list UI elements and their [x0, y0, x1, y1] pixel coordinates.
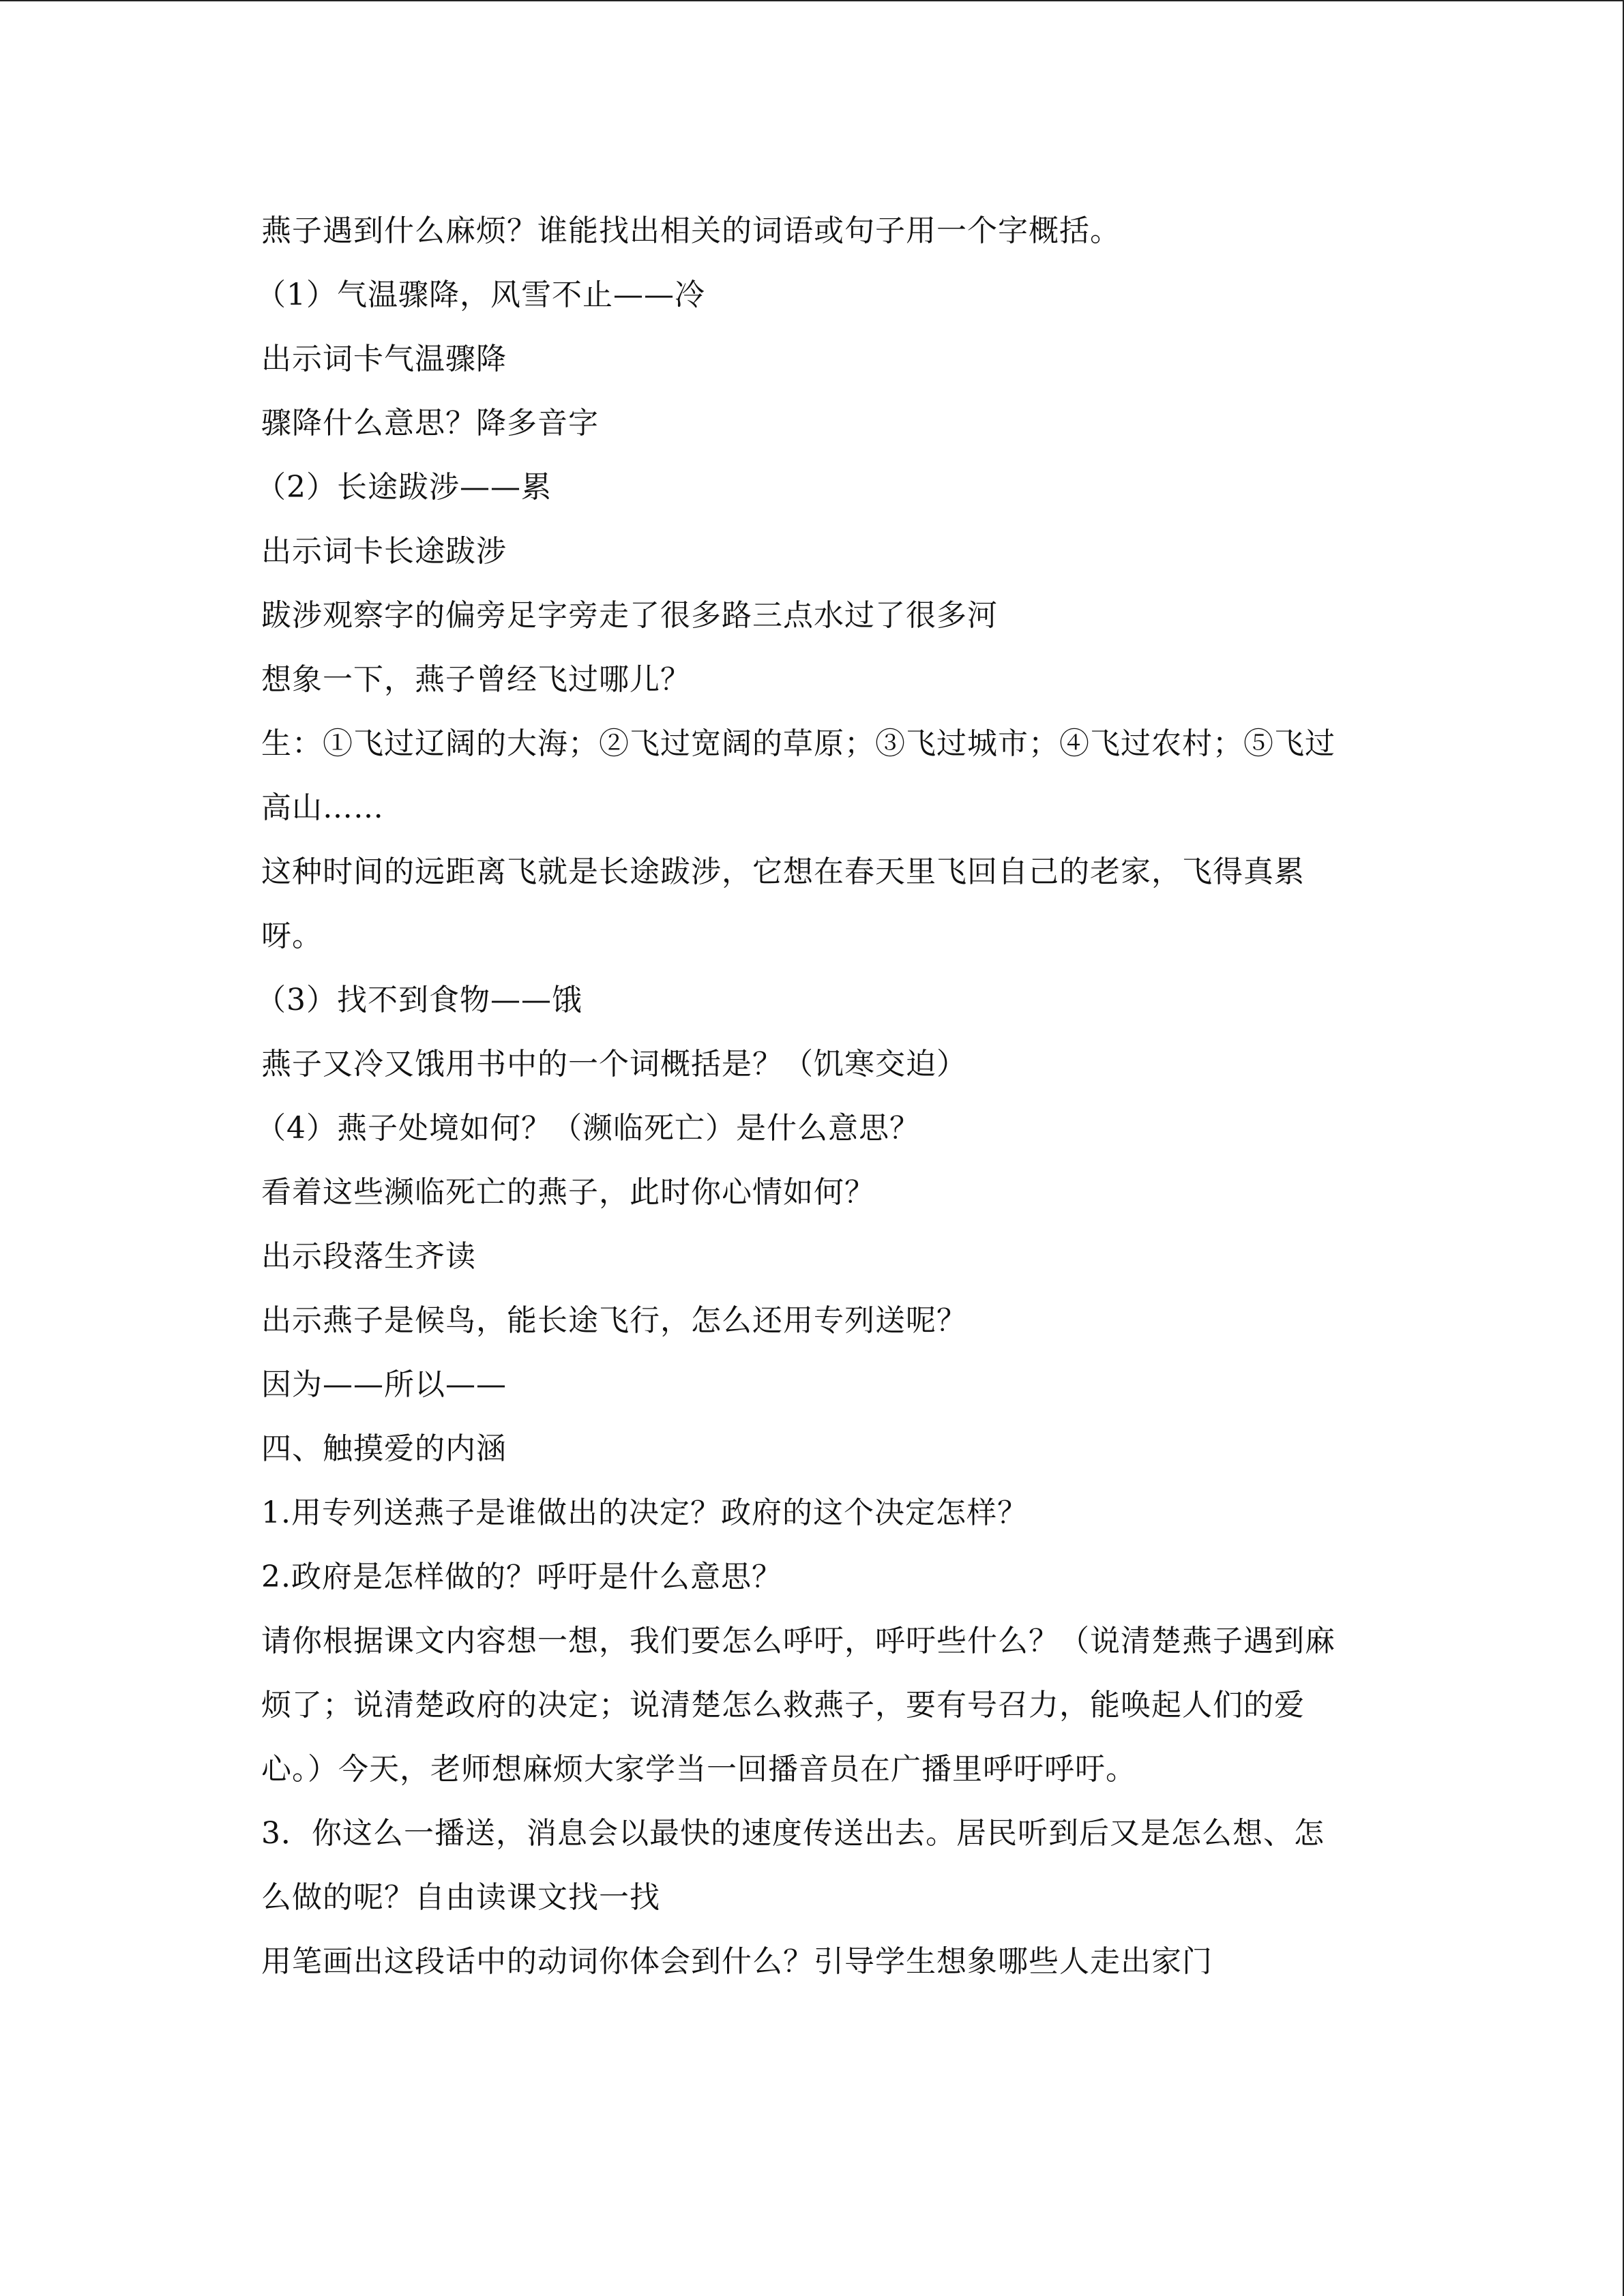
paragraph-question-trouble: 燕子遇到什么麻烦？谁能找出相关的词语或句子用一个字概括。	[261, 213, 1121, 248]
paragraph-item-3: 3．你这么一播送，消息会以最快的速度传送出去。居民听到后又是怎么想、怎么做的呢？自由读课文找一找	[261, 1816, 1325, 1915]
paragraph-point-3-hungry: （3）找不到食物——饿	[256, 983, 582, 1017]
paragraph-point-1-cold: （1）气温骤降，风雪不止——冷	[256, 278, 705, 312]
paragraph-item-2: 2.政府是怎样做的？呼吁是什么意思？	[261, 1560, 782, 1594]
paragraph-student-answers: 生：①飞过辽阔的大海；②飞过宽阔的草原；③飞过城市；④飞过农村；⑤飞过高山……	[261, 726, 1335, 825]
paragraph-read-together: 出示段落生齐读	[261, 1239, 476, 1274]
paragraph-migratory-bird: 出示燕子是候鸟，能长途飞行，怎么还用专列送呢？	[261, 1303, 967, 1338]
paragraph-word-card-2: 出示词卡长途跋涉	[261, 534, 507, 569]
paragraph-point-2-tired: （2）长途跋涉——累	[256, 470, 552, 505]
paragraph-meaning-1: 骤降什么意思？降多音字	[261, 406, 599, 441]
paragraph-appeal: 请你根据课文内容想一想，我们要怎么呼吁，呼吁些什么？（说清楚燕子遇到麻烦了；说清楚政府的决定；说清楚怎么救燕子，要有号召力，能唤起人们的爱心。）今天，老师想麻烦大家学当一回播音员在广播里呼吁呼吁。	[261, 1624, 1335, 1787]
paragraph-verbs: 用笔画出这段话中的动词你体会到什么？引导学生想象哪些人走出家门	[261, 1944, 1213, 1979]
paragraph-because-so: 因为——所以——	[261, 1367, 507, 1402]
section-heading-four: 四、触摸爱的内涵	[261, 1431, 507, 1466]
paragraph-item-1: 1.用专列送燕子是谁做出的决定？政府的这个决定怎样？	[261, 1495, 1028, 1530]
paragraph-cold-hungry-word: 燕子又冷又饿用书中的一个词概括是？（饥寒交迫）	[261, 1047, 967, 1082]
paragraph-word-card-1: 出示词卡气温骤降	[261, 342, 507, 376]
paragraph-imagine: 想象一下，燕子曾经飞过哪儿？	[261, 662, 691, 697]
document-body	[256, 199, 1353, 1994]
paragraph-radical-observation: 跋涉观察字的偏旁足字旁走了很多路三点水过了很多河	[261, 598, 998, 633]
paragraph-feelings: 看着这些濒临死亡的燕子，此时你心情如何？	[261, 1175, 875, 1210]
paragraph-point-4-situation: （4）燕子处境如何？（濒临死亡）是什么意思？	[256, 1111, 920, 1146]
paragraph-long-journey: 这种时间的远距离飞就是长途跋涉，它想在春天里飞回自己的老家，飞得真累呀。	[261, 854, 1305, 953]
